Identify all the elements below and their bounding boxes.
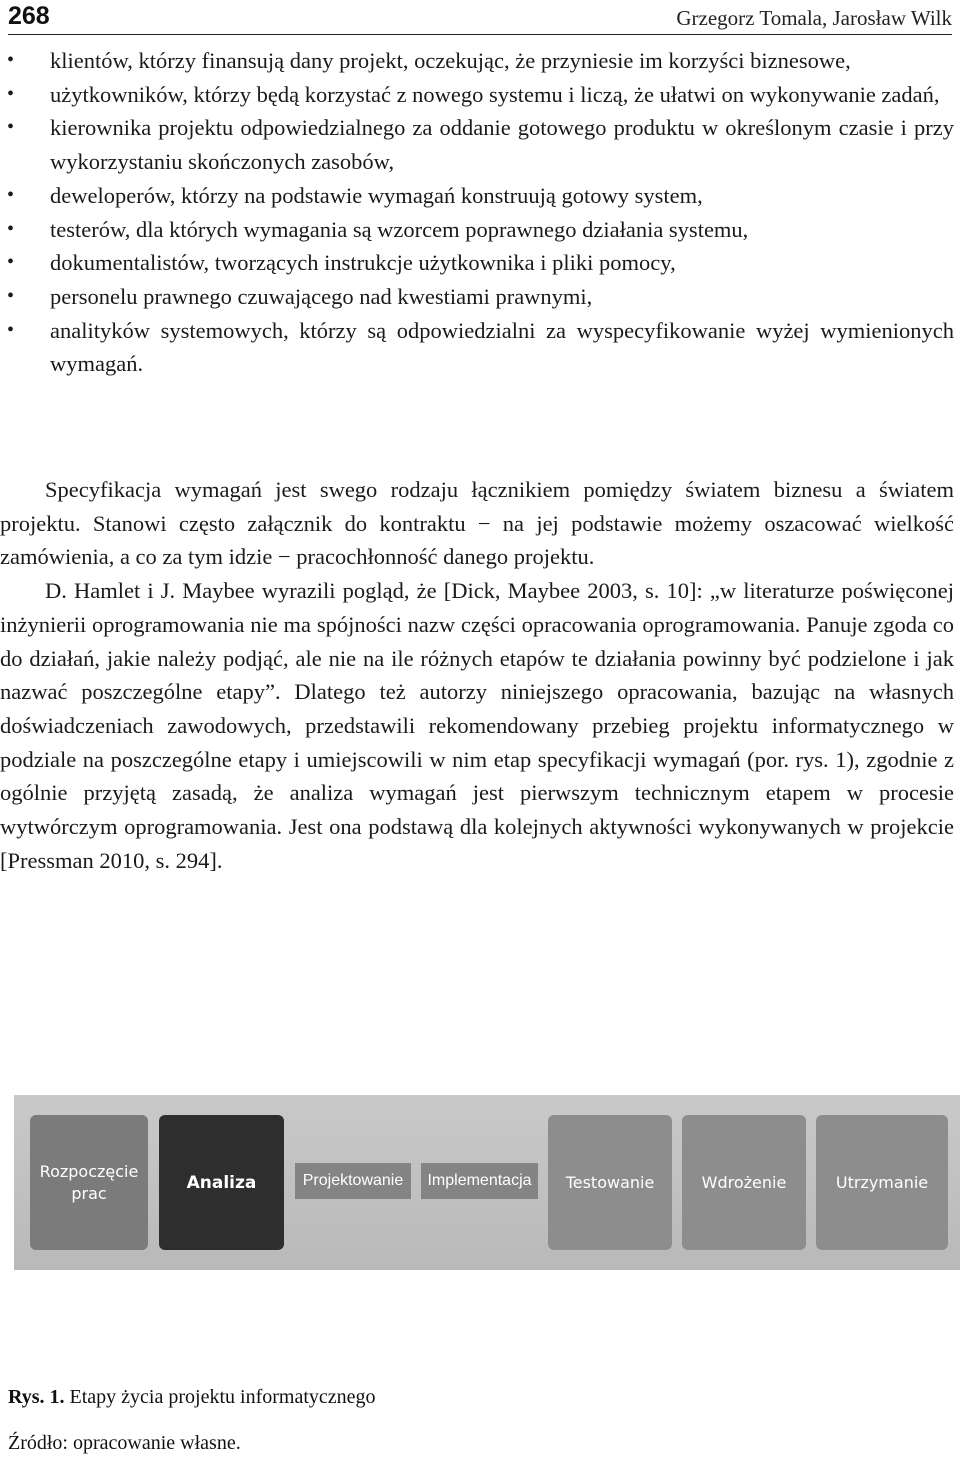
phase-analysis: Analiza bbox=[159, 1115, 284, 1250]
figure-source: Źródło: opracowanie własne. bbox=[8, 1432, 241, 1454]
list-item: • użytkowników, którzy będą korzystać z nowego systemu i liczą, że ułatwi on wykonywanie zadań, bbox=[0, 78, 960, 112]
body-text bbox=[0, 473, 954, 877]
phase-maintenance: Utrzymanie bbox=[816, 1115, 948, 1250]
paragraph: Specyfikacja wymagań jest swego rodzaju łącznikiem pomiędzy światem biznesu a światem projektu. Stanowi często załącznik do kontraktu − na jej podstawie możemy oszacować wielkość zamówienia, a co za tym idzie − pracochłonność danego projektu. bbox=[0, 477, 954, 570]
project-lifecycle-figure bbox=[14, 1095, 960, 1270]
caption-label: Rys. 1. bbox=[8, 1386, 65, 1408]
list-item: • testerów, dla których wymagania są wzorcem poprawnego działania systemu, bbox=[0, 213, 960, 247]
page-number: 268 bbox=[8, 2, 50, 30]
list-item: • deweloperów, którzy na podstawie wymagań konstruują gotowy system, bbox=[0, 179, 960, 213]
figure-caption bbox=[8, 1386, 376, 1409]
paragraph: D. Hamlet i J. Maybee wyrazili pogląd, że [Dick, Maybee 2003, s. 10]: „w literaturze poświęconej inżynierii oprogramowania nie ma spójności nazw części opracowania oprogramowania. Panuje zgoda co do działań, jakie należy podjąć, ale nie na ile różnych etapów te działania powinny być podzielone i jak nazwać poszczególne etapy”. Dlatego też autorzy niniejszego opracowania, bazując na własnych doświadczeniach zawodowych, przedstawili rekomendowany przebieg projektu informatycznego w podziale na poszczególne etapy i umiejscowili w nim etap specyfikacji wymagań (por. rys. 1), zgodnie z ogólnie przyjętą zasadą, że analiza wymagań jest pierwszym technicznym etapem w procesie wytwórczym oprogramowania. Jest ona podstawą dla kolejnych aktywności wykonywanych w projekcie [Pressman 2010, s. 294]. bbox=[0, 578, 954, 873]
phase-design: Projektowanie bbox=[295, 1163, 411, 1199]
phase-chain bbox=[30, 1115, 955, 1250]
list-item: • analityków systemowych, którzy są odpowiedzialni za wyspecyfikowanie wyżej wymienionych wymagań. bbox=[0, 314, 960, 381]
page-header bbox=[8, 0, 952, 35]
phase-implementation: Implementacja bbox=[421, 1163, 538, 1199]
list-item: • personelu prawnego czuwającego nad kwestiami prawnymi, bbox=[0, 280, 960, 314]
caption-text: Etapy życia projektu informatycznego bbox=[64, 1386, 376, 1408]
phase-start-work: Rozpoczęcie prac bbox=[30, 1115, 148, 1250]
list-item: • kierownika projektu odpowiedzialnego za oddanie gotowego produktu w określonym czasie i przy wykorzystaniu skończonych zasobów, bbox=[0, 111, 960, 178]
list-item: • klientów, którzy finansują dany projekt, oczekując, że przyniesie im korzyści biznesowe, bbox=[0, 44, 960, 78]
list-item: • dokumentalistów, tworzących instrukcje użytkownika i pliki pomocy, bbox=[0, 246, 960, 280]
phase-testing: Testowanie bbox=[548, 1115, 672, 1250]
running-head-authors: Grzegorz Tomala, Jarosław Wilk bbox=[676, 6, 952, 30]
stakeholder-list bbox=[0, 44, 960, 381]
phase-deployment: Wdrożenie bbox=[682, 1115, 806, 1250]
